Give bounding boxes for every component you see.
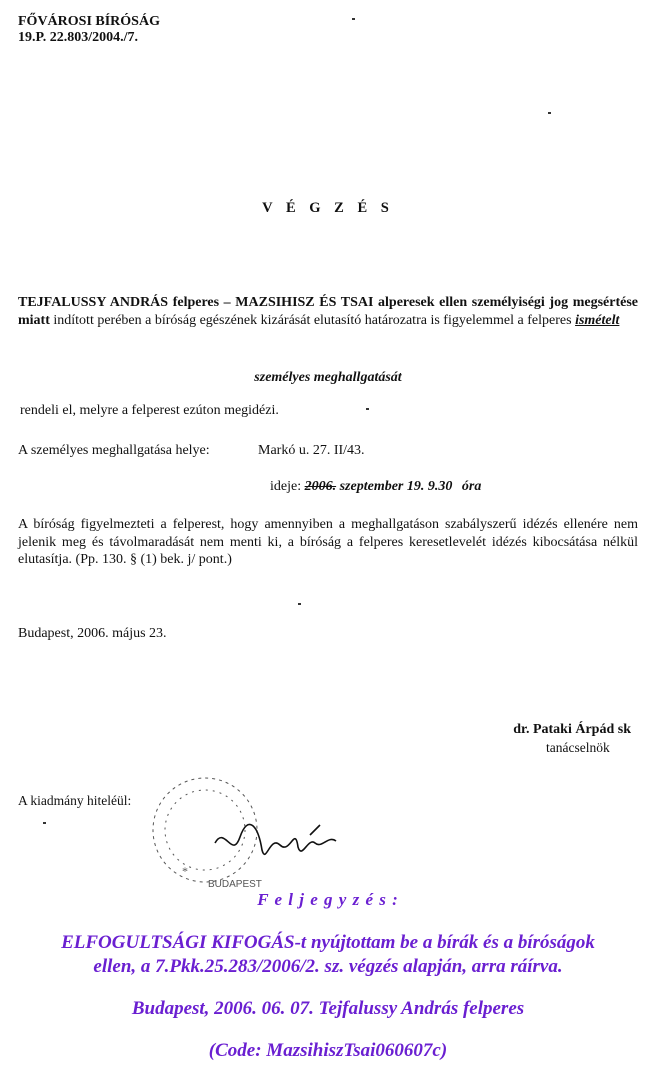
- court-stamp-and-signature: [140, 765, 360, 895]
- note-line-2: ellen, a 7.Pkk.25.283/2006/2. sz. végzés alapján, arra ráírva.: [93, 956, 563, 977]
- svg-text:*: *: [182, 864, 188, 878]
- time-year: 2006.: [304, 479, 337, 494]
- warning-paragraph: A bíróság figyelmezteti a felperest, hogy amennyiben a meghallgatáson szabályszerű idézés ellenére nem jelenik meg és távolmaradását nem menti ki, a bíróság a felperes keresetlevelét idézés kibocsátása nélkül elutasítja. (Pp. 130. § (1) bek. j/ pont.): [18, 517, 638, 567]
- scan-speck: [548, 112, 551, 114]
- location-value: Markó u. 27. II/43.: [258, 443, 365, 458]
- parties-bold-text: TEJFALUSSY ANDRÁS felperes – MAZSIHISZ ÉS TSAI alperesek ellen személyiségi jog megsértése miatt: [18, 295, 638, 328]
- scan-speck: [43, 822, 46, 824]
- court-name: FŐVÁROSI BÍRÓSÁG: [18, 14, 160, 29]
- note-heading: F e l j e g y z é s :: [257, 890, 399, 909]
- handwritten-signature: [215, 824, 336, 854]
- note-line-4: (Code: MazsihiszTsai060607c): [208, 1040, 448, 1061]
- time-label: ideje:: [270, 479, 302, 494]
- judge-name: dr. Pataki Árpád sk: [513, 722, 631, 737]
- time-unit: óra: [461, 479, 482, 494]
- place-date: Budapest, 2006. május 23.: [18, 626, 167, 641]
- document-title: V É G Z É S: [262, 200, 394, 216]
- parties-paragraph: [18, 294, 638, 329]
- note-line-1: ELFOGULTSÁGI KIFOGÁS-t nyújtottam be a bírák és a bíróságok: [61, 932, 595, 953]
- stamp-text: BUDAPEST: [208, 879, 262, 890]
- judge-role: tanácselnök: [546, 740, 610, 755]
- court-stamp: [153, 778, 262, 890]
- time-value: szeptember 19. 9.30: [339, 479, 453, 494]
- scan-speck: [298, 603, 301, 605]
- hearing-time: [270, 479, 481, 495]
- court-header: [18, 14, 160, 46]
- parties-rest-text: indított perében a bíróság egészének kizárását elutasító határozatra is figyelemmel a felperes: [49, 312, 572, 328]
- location-label: A személyes meghallgatása helye:: [18, 443, 210, 458]
- note-line-3: Budapest, 2006. 06. 07. Tejfalussy András felperes: [131, 998, 525, 1019]
- summons-text: rendeli el, melyre a felperest ezúton megidézi.: [20, 403, 279, 418]
- certification-label: A kiadmány hiteléül:: [18, 793, 132, 808]
- scan-speck: [352, 18, 355, 20]
- case-number: 19.P. 22.803/2004./7.: [18, 30, 139, 45]
- parties-underlined-text: ismételt: [575, 312, 620, 328]
- scan-speck: [366, 408, 369, 410]
- hearing-heading: személyes meghallgatását: [254, 370, 402, 385]
